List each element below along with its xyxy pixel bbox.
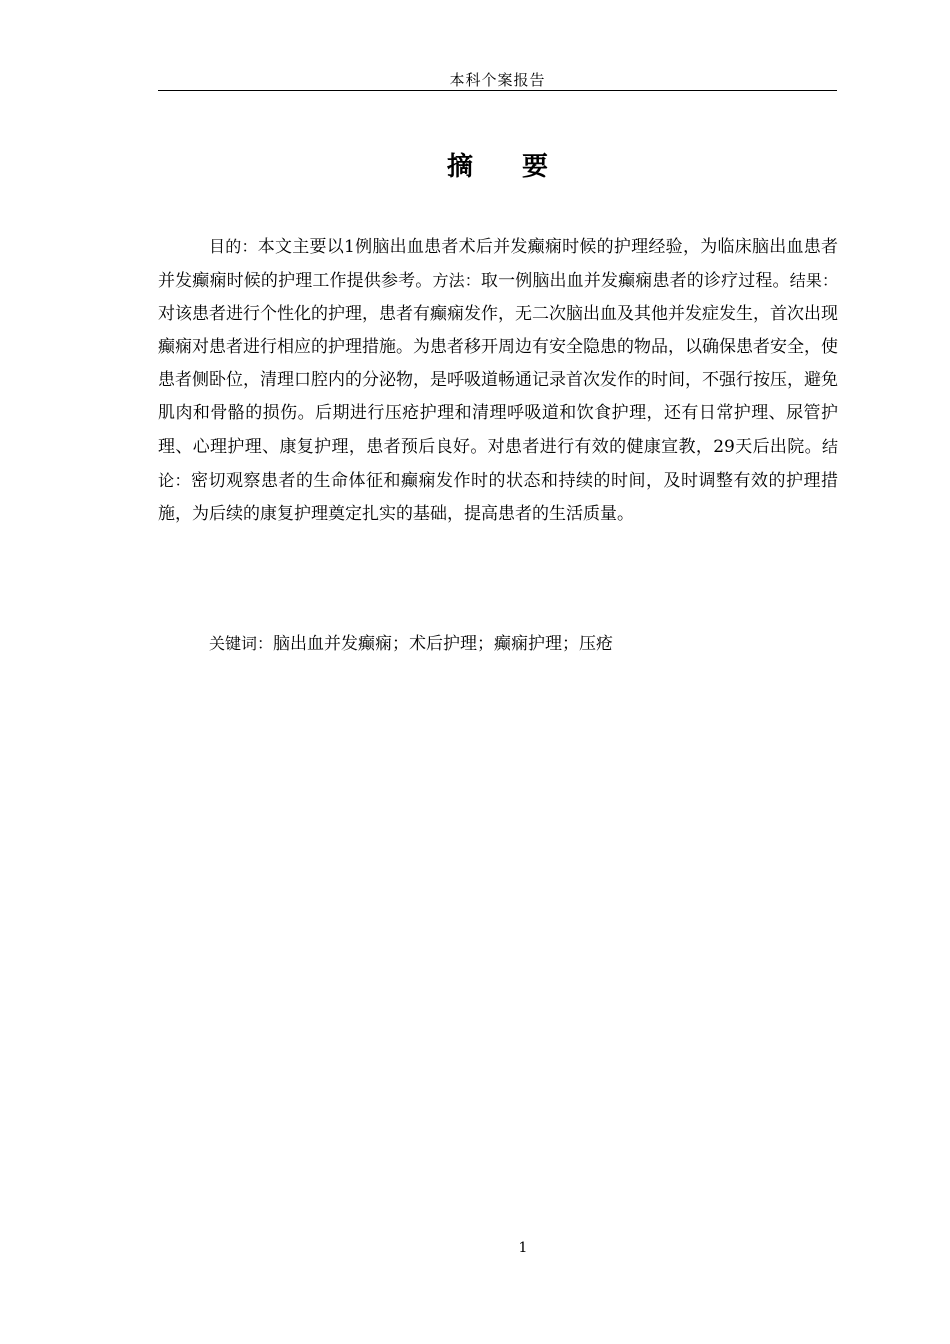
- method-label: 方法：: [432, 271, 481, 290]
- purpose-label: 目的：: [209, 237, 258, 256]
- conclusion-text: 密切观察患者的生命体征和癫痫发作时的状态和持续的时间，及时调整有效的护理措施，为后续的康复护理奠定扎实的基础，提高患者的生活质量。: [158, 471, 838, 524]
- keywords-line: [158, 627, 838, 661]
- result-text: 对该患者进行个性化的护理，患者有癫痫发作，无二次脑出血及其他并发症发生，首次出现癫痫对患者进行相应的护理措施。为患者移开周边有安全隐患的物品，以确保患者安全，使患者侧卧位，清理口腔内的分泌物，是呼吸道畅通记录首次发作的时间，不强行按压，避免肌肉和骨骼的损伤。后期进行压疮护理和清理呼吸道和饮食护理，还有日常护理、尿管护理、心理护理、康复护理，患者预后良好。对患者进行有效的健康宣教，29天后出院。: [158, 304, 838, 457]
- result-label: 结果：: [789, 271, 838, 290]
- method-text: 取一例脑出血并发癫痫患者的诊疗过程。: [480, 271, 790, 291]
- keywords-text: 脑出血并发癫痫；术后护理；癫痫护理；压疮: [273, 634, 614, 654]
- conclusion-label: 结论：: [158, 437, 838, 490]
- running-header-text: 本科个案报告: [449, 71, 546, 89]
- page-number: 1: [518, 1240, 528, 1256]
- running-header: [158, 70, 837, 91]
- purpose-text: 本文主要以1例脑出血患者术后并发癫痫时候的护理经验，为临床脑出血患者并发癫痫时候的护理工作提供参考。: [158, 237, 838, 291]
- page-title: 摘 要: [446, 152, 569, 182]
- keywords-label: 关键词：: [209, 634, 274, 653]
- abstract-paragraph: [158, 230, 838, 531]
